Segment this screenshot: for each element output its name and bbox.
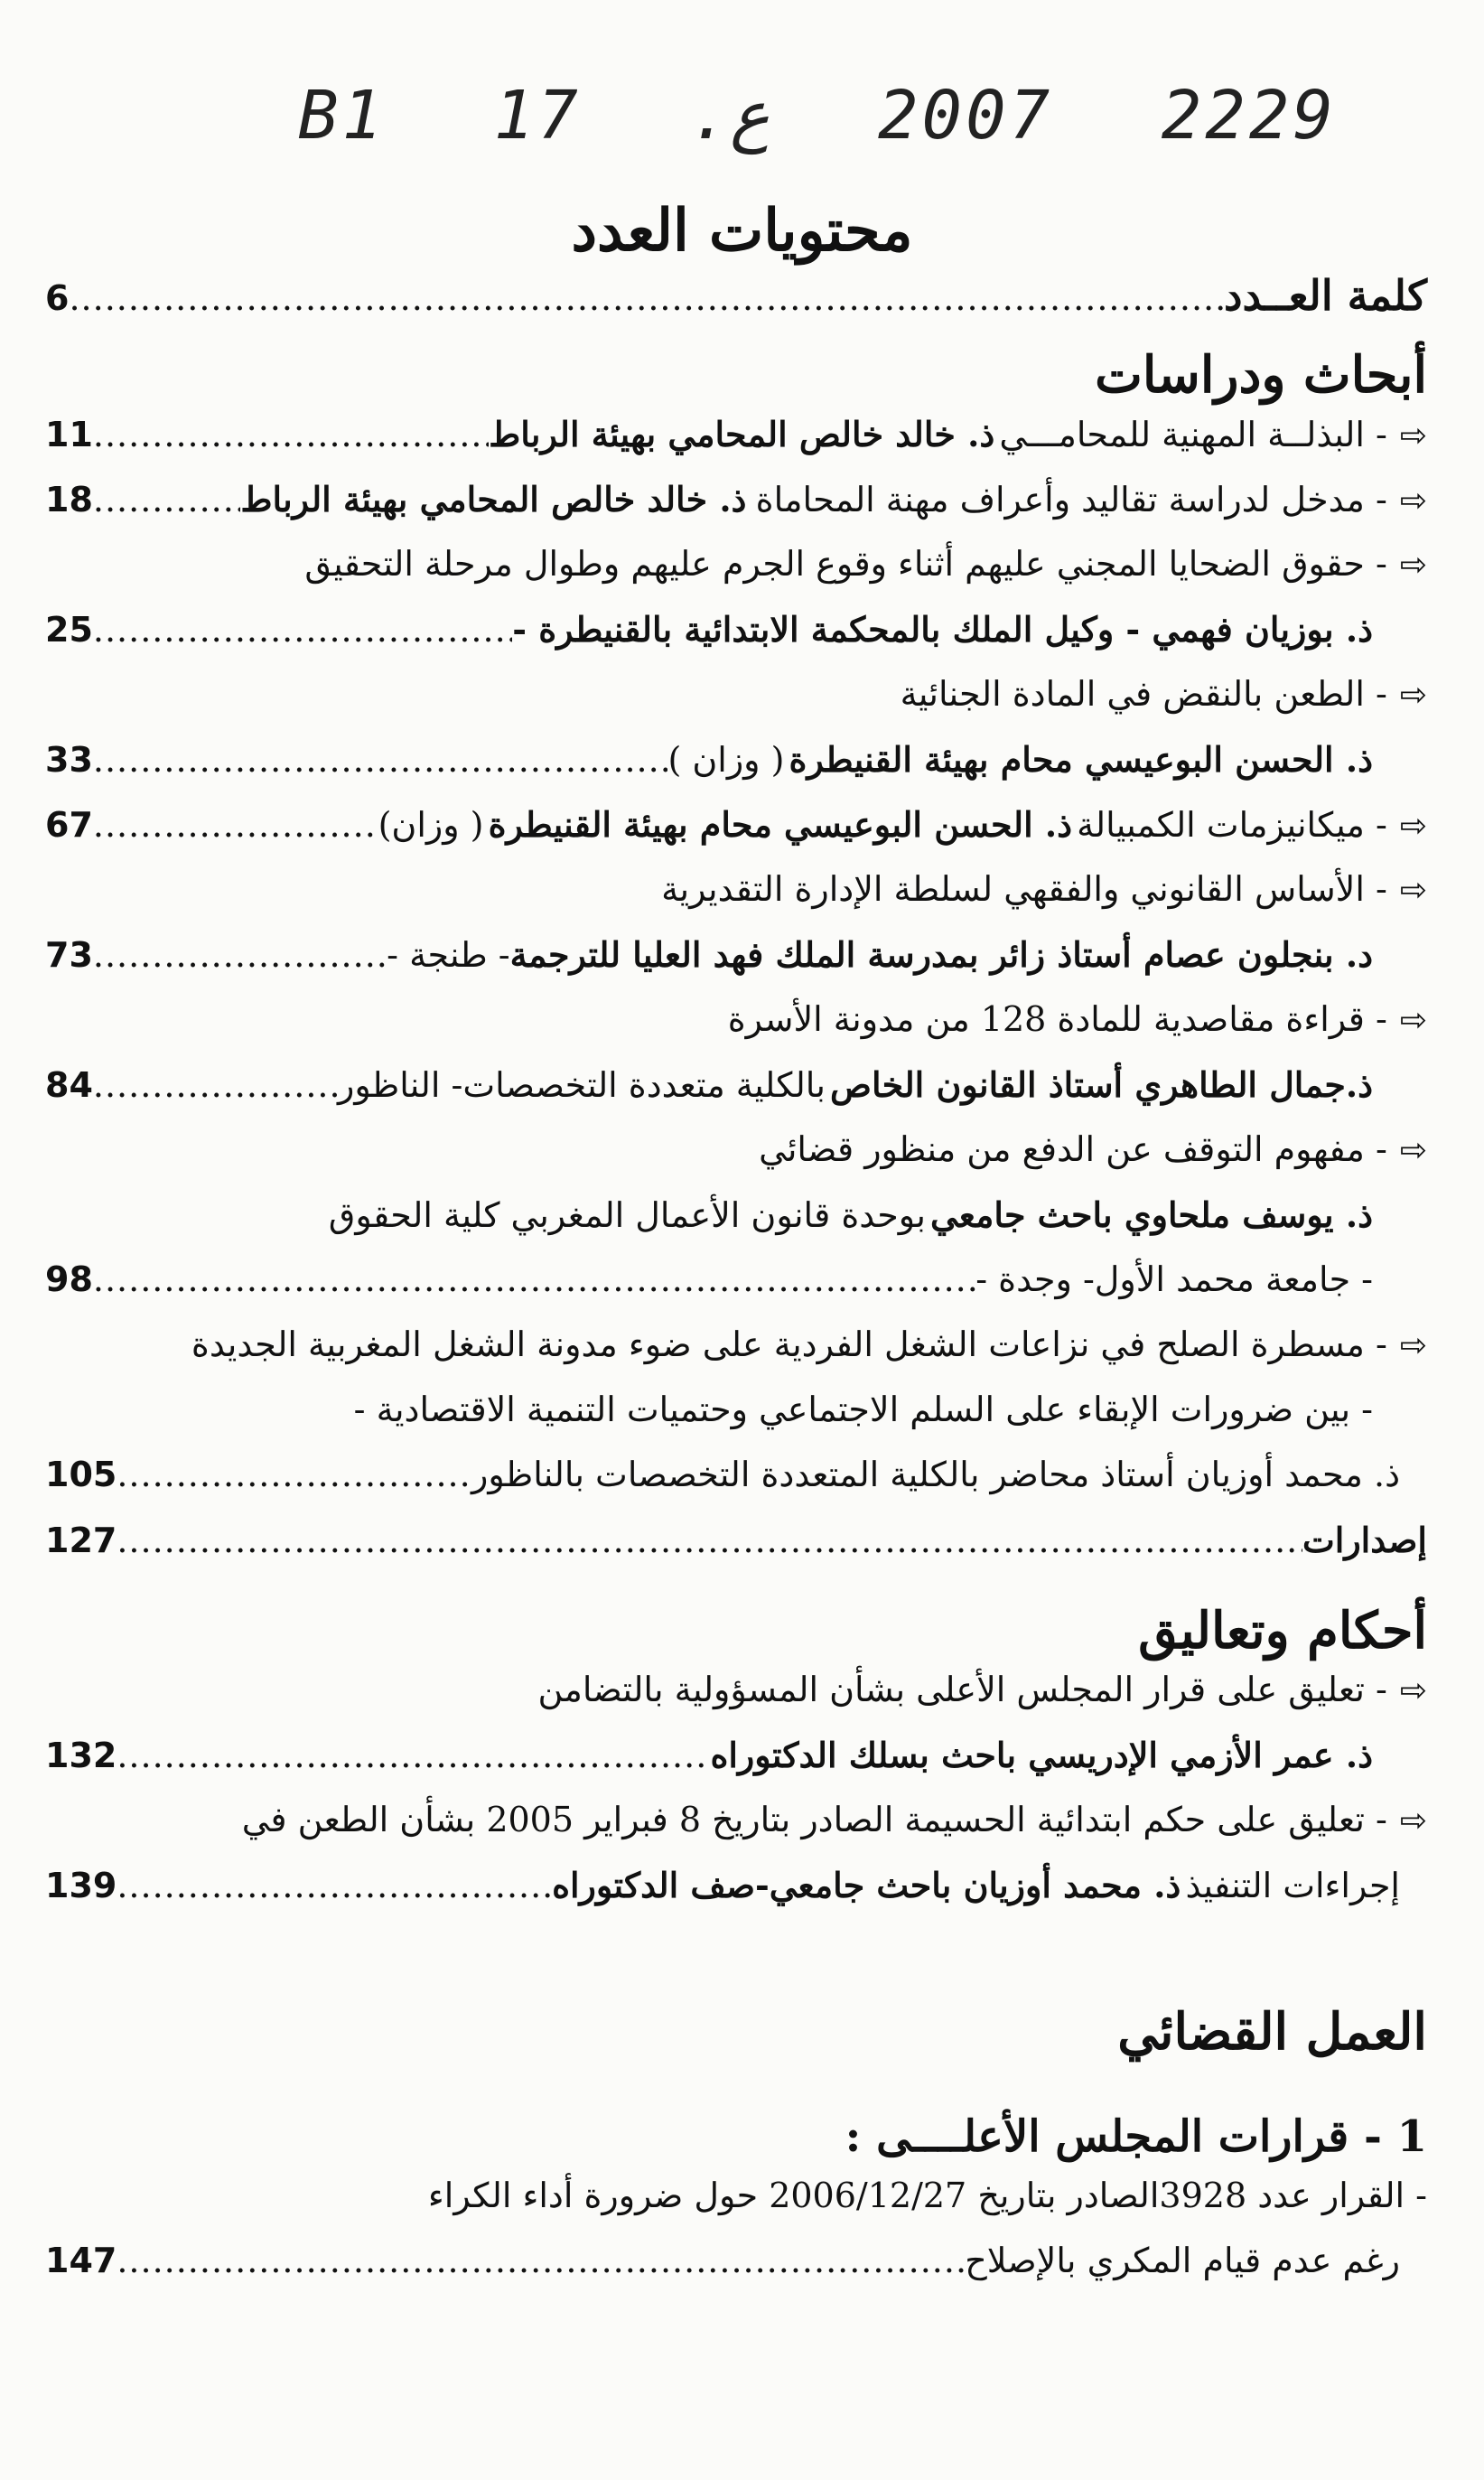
toc-entry-author-line <box>45 1064 1427 1129</box>
entry-author-suffix: بوحدة قانون الأعمال المغربي كلية الحقوق <box>328 1195 926 1235</box>
toc-entry <box>45 999 1427 1064</box>
entry-author: د. بنجلون عصام أستاذ زائر بمدرسة الملك فهد العليا للترجمة <box>509 934 1373 975</box>
entry-author: ذ. الحسن البوعيسي محام بهيئة القنيطرة <box>789 739 1373 780</box>
toc-entry <box>45 479 1427 544</box>
page-number: 33 <box>45 740 93 780</box>
entry-title: - ميكانيزمات الكمبيالة <box>1077 805 1387 845</box>
page-number: 25 <box>45 610 93 650</box>
page-number: 127 <box>45 1521 117 1560</box>
entry-title: - مدخل لدراسة تقاليد وأعراف مهنة المحاماة <box>755 480 1387 519</box>
page-title: محتويات العدد <box>571 197 913 265</box>
toc-entry <box>45 2176 1427 2241</box>
hand-ain: .ع <box>689 77 770 154</box>
page-number: 147 <box>45 2241 117 2280</box>
entry-author: ذ. الحسن البوعيسي محام بهيئة القنيطرة <box>488 804 1073 845</box>
hand-year: 2007 <box>877 77 1054 154</box>
entry-author: ذ. عمر الأزمي الإدريسي باحث بسلك الدكتوراه <box>710 1735 1373 1775</box>
dot-leader <box>93 610 512 650</box>
dot-leader <box>117 1736 710 1775</box>
toc-entry <box>45 414 1427 479</box>
subsection-heading: 1 - قرارات المجلس الأعلــــى : <box>845 2111 1427 2162</box>
entry-author-suffix: - طنجة - <box>387 935 510 975</box>
entry-author: ذ. بوزيان فهمي - وكيل الملك بالمحكمة الابتدائية بالقنيطرة - <box>512 609 1373 650</box>
arrow-icon: ⇨ <box>1399 808 1427 845</box>
entry-title: - تعليق على قرار المجلس الأعلى بشأن المسؤولية بالتضامن <box>537 1670 1387 1709</box>
arrow-icon: ⇨ <box>1399 547 1427 584</box>
arrow-icon: ⇨ <box>1399 1132 1427 1169</box>
entry-author: ذ. محمد أوزيان باحث جامعي-صف الدكتوراه <box>552 1865 1181 1905</box>
hand-17: 17 <box>493 77 582 154</box>
toc-entry <box>45 1800 1427 1865</box>
entry-author: ذ.جمال الطاهري أستاذ القانون الخاص <box>830 1064 1373 1105</box>
hand-b1: B1 <box>298 77 387 154</box>
entry-continuation: - جامعة محمد الأول- وجدة - <box>975 1259 1373 1299</box>
arrow-icon: ⇨ <box>1399 1672 1427 1709</box>
entry-continuation: - بين ضرورات الإبقاء على السلم الاجتماعي وحتميات التنمية الاقتصادية - <box>353 1390 1373 1429</box>
page-number: 98 <box>45 1259 93 1299</box>
toc-entry-section <box>45 1520 1427 1592</box>
dot-leader <box>117 1455 471 1494</box>
page-number: 84 <box>45 1065 93 1105</box>
arrow-icon: ⇨ <box>1399 872 1427 909</box>
toc-entry <box>45 674 1427 739</box>
entry-continuation: إجراءات التنفيذ <box>1185 1866 1400 1905</box>
entry-title: - القرار عدد 3928الصادر بتاريخ 2006/12/27 حول ضرورة أداء الكراء <box>427 2176 1427 2215</box>
arrow-icon: ⇨ <box>1399 677 1427 714</box>
toc-entry <box>45 1129 1427 1194</box>
toc-entry-continuation <box>45 2241 1427 2306</box>
page-number: 6 <box>45 278 70 318</box>
spacer <box>45 1930 1427 1993</box>
handwritten-annotation <box>298 77 1337 154</box>
toc-entry-author-line <box>45 1194 1427 1259</box>
arrow-icon: ⇨ <box>1399 1327 1427 1364</box>
toc-entry-kalima <box>45 271 1427 336</box>
dot-leader <box>93 740 668 780</box>
section-heading: العمل القضائي <box>1117 2002 1427 2062</box>
entry-author-suffix: ( وزان ) <box>667 740 785 780</box>
entry-title: - البذلــة المهنية للمحامـــي <box>999 415 1387 454</box>
page-number: 73 <box>45 935 93 975</box>
toc-entry <box>45 544 1427 609</box>
entry-title: - مسطرة الصلح في نزاعات الشغل الفردية على ضوء مدونة الشغل المغربية الجديدة <box>191 1324 1387 1364</box>
page-number: 132 <box>45 1736 117 1775</box>
page-number: 105 <box>45 1455 117 1494</box>
entry-title: - حقوق الضحايا المجني عليهم أثناء وقوع الجرم عليهم وطوال مرحلة التحقيق <box>304 544 1387 584</box>
section-heading: إصدارات <box>1302 1520 1427 1560</box>
entry-author: ذ. يوسف ملحاوي باحث جامعي <box>930 1194 1373 1235</box>
toc-entry-continuation <box>45 1390 1427 1455</box>
toc-entry-author-line <box>45 609 1427 674</box>
hand-number: 2229 <box>1161 77 1337 154</box>
page-number: 18 <box>45 480 93 519</box>
toc-entry <box>45 869 1427 934</box>
entry-title: - الطعن بالنقض في المادة الجنائية <box>900 674 1387 714</box>
entry-author: ذ. خالد خالص المحامي بهيئة الرباط <box>489 414 995 454</box>
dot-leader <box>117 1866 552 1905</box>
page-number: 139 <box>45 1866 117 1905</box>
toc-entry-author-line <box>45 1455 1427 1520</box>
toc-entry-author-line <box>45 1735 1427 1800</box>
toc <box>45 271 1427 2306</box>
entry-title: - تعليق على حكم ابتدائية الحسيمة الصادر بتاريخ 8 فبراير 2005 بشأن الطعن في <box>241 1800 1387 1839</box>
dot-leader <box>93 1065 338 1105</box>
dot-leader <box>93 805 378 845</box>
arrow-icon: ⇨ <box>1399 482 1427 519</box>
toc-entry-author-line <box>45 739 1427 804</box>
dot-leader <box>117 2241 965 2280</box>
toc-entry-author-line <box>45 1865 1427 1930</box>
arrow-icon: ⇨ <box>1399 1802 1427 1839</box>
dot-leader <box>117 1521 1302 1560</box>
entry-title: - قراءة مقاصدية للمادة 128 من مدونة الأسرة <box>727 999 1387 1039</box>
toc-entry <box>45 804 1427 869</box>
entry-continuation: رغم عدم قيام المكري بالإصلاح <box>965 2241 1400 2280</box>
page-number: 67 <box>45 805 93 845</box>
toc-entry-author-line <box>45 934 1427 999</box>
entry-title: - مفهوم التوقف عن الدفع من منظور قضائي <box>759 1129 1387 1169</box>
dot-leader <box>93 935 387 975</box>
toc-entry <box>45 1670 1427 1735</box>
entry-author: ذ. محمد أوزيان أستاذ محاضر بالكلية المتعددة التخصصات بالناظور <box>471 1455 1400 1494</box>
section-heading: أبحاث ودراسات <box>1095 345 1427 405</box>
entry-author-suffix: بالكلية متعددة التخصصات- الناظور <box>338 1065 826 1105</box>
section-heading: أحكام وتعاليق <box>1138 1601 1427 1661</box>
arrow-icon: ⇨ <box>1399 417 1427 454</box>
toc-entry <box>45 1324 1427 1390</box>
toc-entry-continuation <box>45 1259 1427 1324</box>
dot-leader <box>69 278 1224 318</box>
arrow-icon: ⇨ <box>1399 1002 1427 1039</box>
dot-leader <box>93 415 489 454</box>
entry-author: ذ. خالد خالص المحامي بهيئة الرباط <box>240 479 747 519</box>
dot-leader <box>93 1259 975 1299</box>
entry-title: - الأساس القانوني والفقهي لسلطة الإدارة التقديرية <box>661 869 1387 909</box>
entry-author-suffix: ( وزان) <box>378 805 484 845</box>
page-number: 11 <box>45 415 93 454</box>
kalima-label: كلمة العــدد <box>1224 271 1427 320</box>
dot-leader <box>93 480 240 519</box>
spacer <box>45 2071 1427 2098</box>
